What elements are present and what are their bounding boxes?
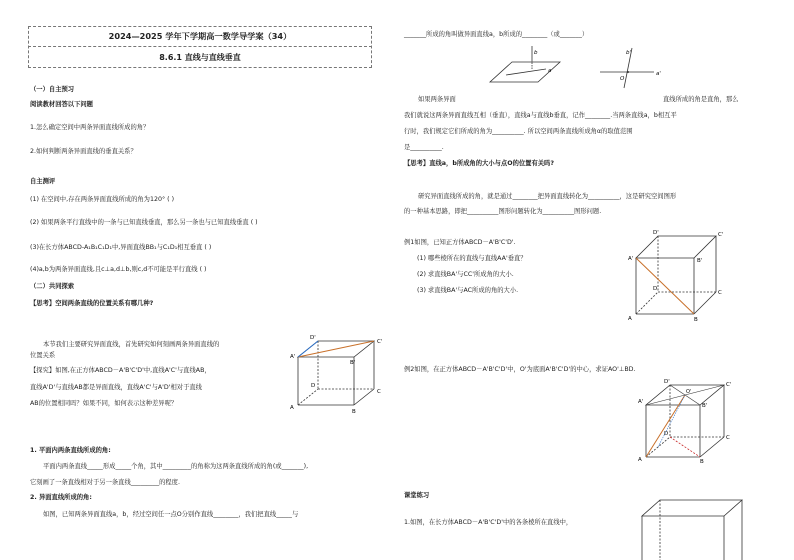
cube1-label-c1: C' xyxy=(718,232,724,238)
example-1-q3: (3) 求直线BA'与AC所成的角的大小. xyxy=(417,287,519,294)
heading-skew-angle: 2. 异面直线所成的角: xyxy=(30,494,92,501)
right-line-5: 是__________. xyxy=(404,144,444,151)
fig-label-b: b xyxy=(534,50,538,56)
plane-angle-line-1: 平面内两条直线_____形成_____个角，其中_________的角称为这两条直线所成的角(或_______), xyxy=(43,463,309,470)
think-question-2: 【思考】直线a，b所成角的大小与点O的位置有关吗? xyxy=(404,160,554,167)
question-1: 1.怎么确定空间中两条异面直线所成的角？ xyxy=(30,124,150,131)
plane-figure-left xyxy=(480,42,570,92)
label-b: B xyxy=(352,409,356,415)
label-d1: D' xyxy=(310,335,316,341)
practice-item-1: 1.如图，在长方体ABCD－A'B'C'D'中的各条棱所在直线中， xyxy=(404,519,573,526)
cube1-label-c: C xyxy=(718,290,722,296)
test-item-4: (4)a,b为两条异面直线,且c⊥a,d⊥b,则c,d不可能是平行直线 ( ) xyxy=(30,266,207,273)
cube2-label-d1: D' xyxy=(664,379,670,385)
test-item-3: (3)在长方体ABCD-A₁B₁C₁D₁中,异面直线BB₁与C₁D₁相互垂直 ( ) xyxy=(30,244,212,251)
fig-label-a-prime: a' xyxy=(656,71,661,77)
intersect-figure xyxy=(598,44,668,90)
cube2-label-o1: O' xyxy=(686,389,692,395)
label-a1: A' xyxy=(290,354,296,360)
example-2-cube xyxy=(638,377,732,465)
cube1-label-a: A xyxy=(628,316,632,322)
example-2-title: 例2如图，在正方体ABCD－A'B'C'D'中，O'为底面A'B'C'D'的中心，求证AO'⊥BD. xyxy=(404,366,636,373)
example-1-cube xyxy=(624,228,724,323)
section-explore: （二）共同探索 xyxy=(30,283,75,290)
cube2-label-c: C xyxy=(726,435,730,441)
test-item-1: (1) 在空间中,存在两条异面直线所成的角为120° ( ) xyxy=(30,196,175,203)
cube1-label-d: D xyxy=(653,286,658,292)
example-1-title: 例1如图，已知正方体ABCD－A'B'C'D'. xyxy=(404,239,516,246)
skew-angle-line-1: 如图，已知两条异面直线a，b，经过空间任一点O分别作直线________，我们把直线_____与 xyxy=(43,511,299,518)
label-c: C xyxy=(377,389,381,395)
cube2-label-c1: C' xyxy=(726,382,732,388)
example-1-q2: (2) 求直线BA'与CC'所成角的大小. xyxy=(417,271,514,278)
read-prompt: 阅读教材回答以下问题 xyxy=(30,101,93,108)
cube2-label-d: D xyxy=(664,431,669,437)
explore-line-1: 【探究】如图,在正方体ABCD－A'B'C'D'中,直线A'C'与直线AB， xyxy=(30,367,211,374)
example-1-q1: (1) 哪些棱所在的直线与直线AA'垂直？ xyxy=(417,255,527,262)
think-question-1: 【思考】空间两条直线的位置关系有哪几种? xyxy=(30,300,154,307)
cube1-label-b1: B' xyxy=(697,258,703,264)
practice-heading: 课堂练习 xyxy=(404,492,430,499)
practice-box-figure xyxy=(636,494,746,560)
plane-angle-line-2: 它刻画了一条直线相对于另一条直线_________的程度. xyxy=(30,479,180,486)
right-line-1: _______所成的角叫做异面直线a，b所成的________（或_______） xyxy=(404,31,589,38)
fig-label-a: a xyxy=(548,68,552,74)
test-item-2: (2) 如果两条平行直线中的一条与已知直线垂直，那么另一条也与已知直线垂直 ( ) xyxy=(30,219,258,226)
cube1-label-b: B xyxy=(694,317,698,323)
right-line-6: 研究异面直线所成的角，就是通过________把异面直线转化为__________，这是研究空间图形 xyxy=(418,193,677,200)
cube1-label-d1: D' xyxy=(653,230,659,236)
header-divider xyxy=(28,46,372,47)
cube2-label-a: A xyxy=(638,457,642,463)
right-line-4: 行时，我们规定它们所成的角为__________. 所以空间两条直线所成角α的取值范围 xyxy=(404,128,633,135)
lesson-title: 8.6.1 直线与直线垂直 xyxy=(159,53,241,62)
right-line-2b: 直线所成的角是直角，那么 xyxy=(663,96,739,103)
cube1-label-a1: A' xyxy=(628,256,634,262)
intro-line-2: 位置关系 xyxy=(30,352,56,359)
cube2-label-a1: A' xyxy=(638,399,644,405)
page-title: 2024—2025 学年下学期高一数学导学案（34） xyxy=(108,31,292,41)
fig-label-o: O xyxy=(620,76,625,82)
right-line-2a: 如果两条异面 xyxy=(418,96,456,103)
explore-line-2: 直线A'D'与直线AB都是异面直线，直线A'C'与A'D'相对于直线 xyxy=(30,384,202,391)
label-b1: B' xyxy=(350,360,356,366)
explore-line-3: AB的位置相同吗？如果不同，如何表示这种差异呢？ xyxy=(30,400,178,407)
section-self-preview: （一）自主预习 xyxy=(30,86,75,93)
right-line-7: 的一种基本思路，即把__________图形问题转化为__________图形问题. xyxy=(404,208,602,215)
label-d: D xyxy=(311,383,316,389)
question-2: 2.如何判断两条异面直线的垂直关系？ xyxy=(30,148,137,155)
right-line-3: 我们就说这两条异面直线互相（垂直），直线a与直线b垂直，记作________.当两条直线a，b相互平 xyxy=(404,112,677,119)
cube2-label-b: B xyxy=(700,459,704,465)
intro-line-1: 本节我们主要研究异面直线，首先研究如何刻画两条异面直线的 xyxy=(43,341,220,348)
cube2-label-b1: B' xyxy=(702,403,708,409)
label-a: A xyxy=(290,405,294,411)
heading-plane-angle: 1. 平面内两条直线所成的角: xyxy=(30,447,111,454)
fig-label-b-prime: b' xyxy=(626,50,632,56)
left-cube-figure xyxy=(290,333,390,413)
self-test-heading: 自主测评 xyxy=(30,178,56,185)
label-c1: C' xyxy=(377,339,383,345)
